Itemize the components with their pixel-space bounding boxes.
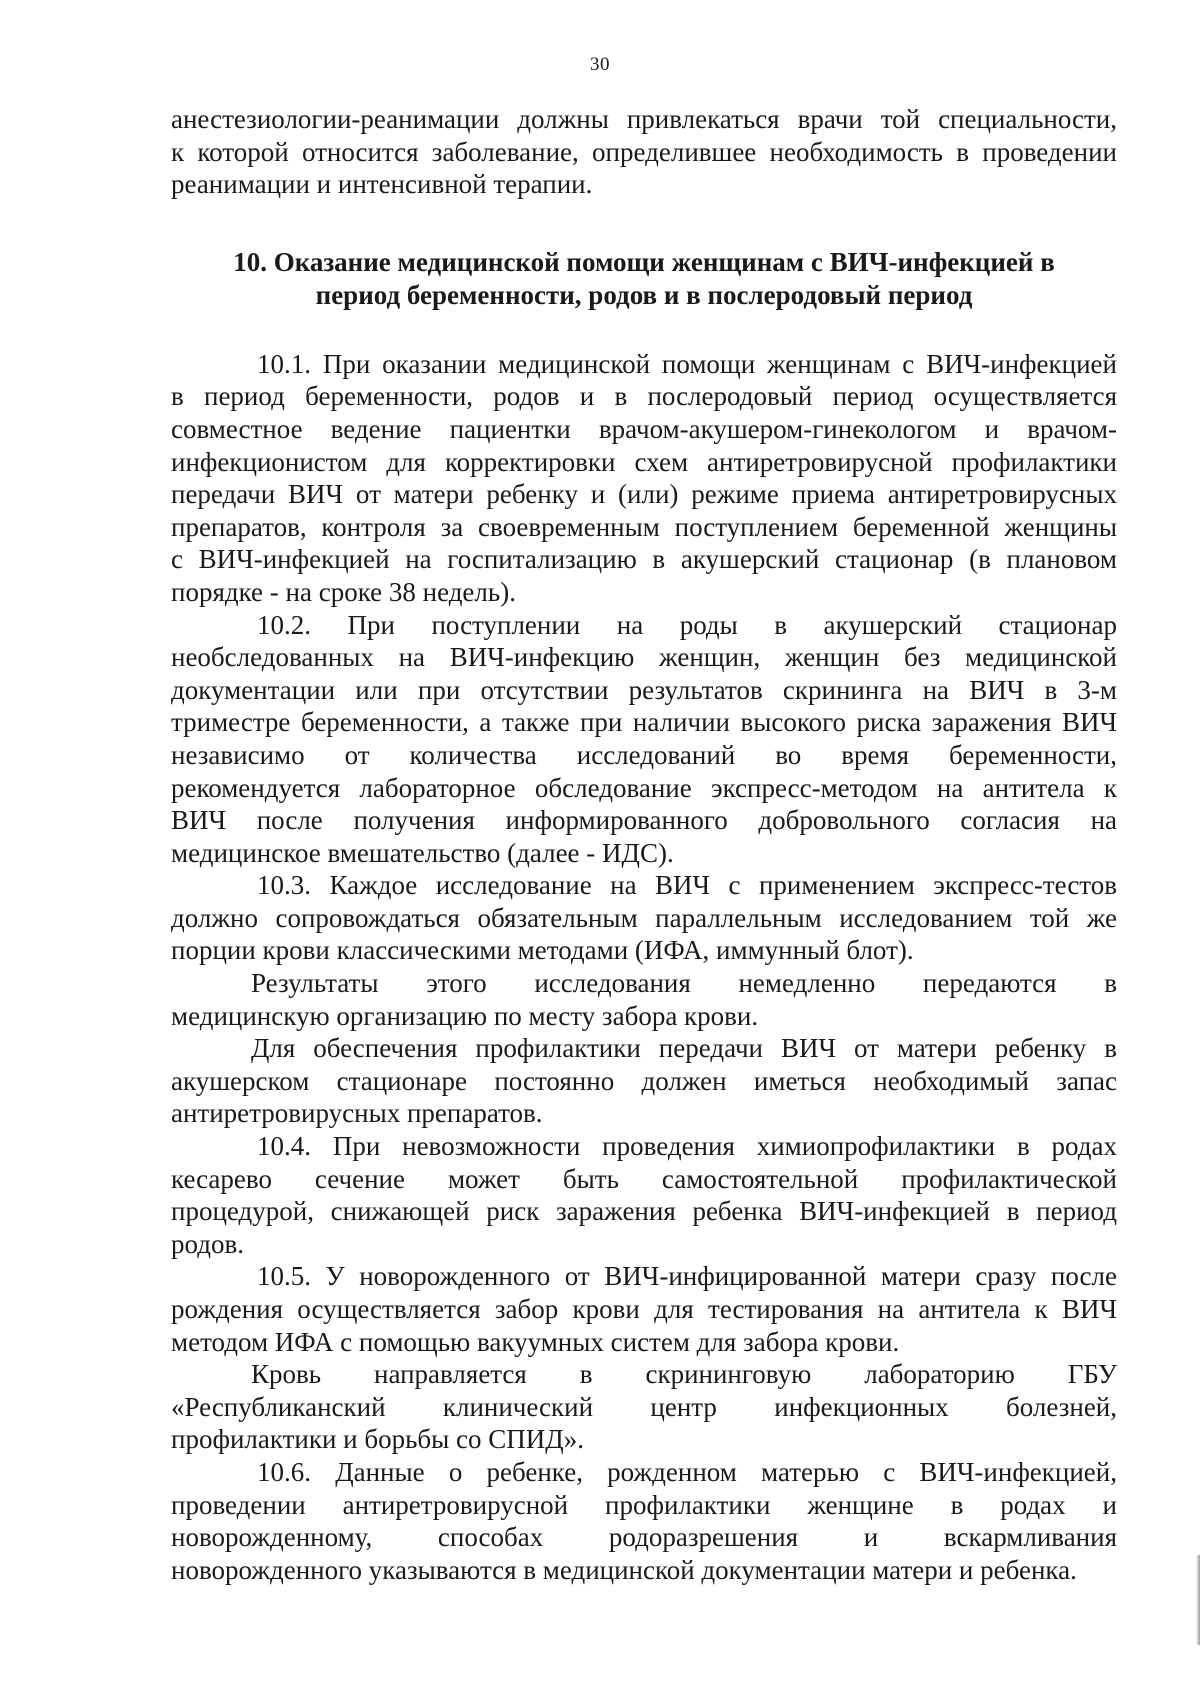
text-line: анестезиологии-реанимации должны привлекаться врачи той специальности, [171,104,1117,134]
text-line: порядке - на сроке 38 недель). [171,576,516,607]
text-line: медицинское вмешательство (далее - ИДС). [171,837,674,868]
paragraph-10-1 [171,348,1117,609]
text-line: независимо от количества исследований во время беременности, [171,739,1117,770]
text-line: с ВИЧ-инфекцией на госпитализацию в акушерский стационар (в плановом [171,544,1117,575]
text-line: антиретровирусных препаратов. [171,1098,543,1129]
text-line: 10.3. Каждое исследование на ВИЧ с применением экспресс-тестов [257,870,1117,901]
paragraph-prophylaxis-supply [171,1032,1117,1130]
paragraph-results [171,967,1117,1032]
text-line: 10.5. У новорожденного от ВИЧ-инфицированной матери сразу после [257,1261,1117,1292]
paragraph-10-2 [171,609,1117,870]
text-line: рекомендуется лабораторное обследование экспресс-методом на антитела к [171,772,1117,803]
text-line: родов. [171,1228,244,1259]
text-line: рождения осуществляется забор крови для тестирования на антитела к ВИЧ [171,1294,1117,1324]
text-line: ВИЧ после получения информированного добровольного согласия на [171,805,1117,836]
page-number: 30 [590,54,610,75]
text-line: 10.1. При оказании медицинской помощи женщинам с ВИЧ-инфекцией [257,348,1117,379]
text-line: передачи ВИЧ от матери ребенку и (или) режиме приема антиретровирусных [171,479,1117,510]
text-line: документации или при отсутствии результатов скрининга на ВИЧ в 3-м [171,674,1117,705]
heading-line: период беременности, родов и в послеродовый период [315,279,973,310]
text-line: «Республиканский клинический центр инфекционных болезней, [171,1391,1117,1422]
text-line: триместре беременности, а также при наличии высокого риска заражения ВИЧ [171,707,1117,738]
text-line: в период беременности, родов и в послеродовый период осуществляется [171,381,1117,412]
scan-edge-shadow [1196,1555,1200,1645]
document-body [171,103,1117,1586]
text-line: 10.2. При поступлении на роды в акушерский стационар [257,609,1117,640]
section-heading [171,246,1117,312]
text-line: Кровь направляется в скрининговую лабораторию ГБУ [251,1359,1117,1390]
text-line: реанимации и интенсивной терапии. [171,169,593,200]
text-line: новорожденному, способах родоразрешения и вскармливания [171,1522,1117,1553]
text-line: 10.6. Данные о ребенке, рожденном матерью с ВИЧ-инфекцией, [257,1456,1117,1487]
paragraph-10-4 [171,1130,1117,1260]
text-line: препаратов, контроля за своевременным поступлением беременной женщины [171,511,1117,542]
paragraph-10-5 [171,1260,1117,1358]
text-line: 10.4. При невозможности проведения химиопрофилактики в родах [257,1131,1117,1162]
text-line: новорожденного указываются в медицинской документации матери и ребенка. [171,1554,1077,1585]
text-line: медицинскую организацию по месту забора крови. [171,1000,759,1031]
text-line: методом ИФА с помощью вакуумных систем для забора крови. [171,1326,900,1357]
text-line: профилактики и борьбы со СПИД». [171,1424,584,1455]
paragraph-10-6 [171,1456,1117,1586]
paragraph-10-3 [171,869,1117,967]
text-line: совместное ведение пациентки врачом-акушером-гинекологом и врачом- [171,413,1117,444]
text-line: Результаты этого исследования немедленно передаются в [251,968,1117,999]
text-line: Для обеспечения профилактики передачи ВИЧ от матери ребенку в [251,1033,1117,1064]
text-line: должно сопровождаться обязательным параллельным исследованием той же [171,902,1117,933]
text-line: процедурой, снижающей риск заражения ребенка ВИЧ-инфекцией в период [171,1196,1117,1227]
text-line: акушерском стационаре постоянно должен иметься необходимый запас [171,1065,1117,1096]
heading-line: 10. Оказание медицинской помощи женщинам с ВИЧ-инфекцией в [233,246,1055,277]
text-line: проведении антиретровирусной профилактики женщине в родах и [171,1489,1117,1520]
text-line: к которой относится заболевание, определившее необходимость в проведении [171,136,1117,167]
text-line: необследованных на ВИЧ-инфекцию женщин, женщин без медицинской [171,642,1117,673]
text-line: порции крови классическими методами (ИФА, иммунный блот). [171,935,914,966]
paragraph-blood-sent [171,1358,1117,1456]
intro-paragraph [171,103,1117,201]
text-line: кесарево сечение может быть самостоятельной профилактической [171,1163,1117,1194]
text-line: инфекционистом для корректировки схем антиретровирусной профилактики [171,446,1117,477]
